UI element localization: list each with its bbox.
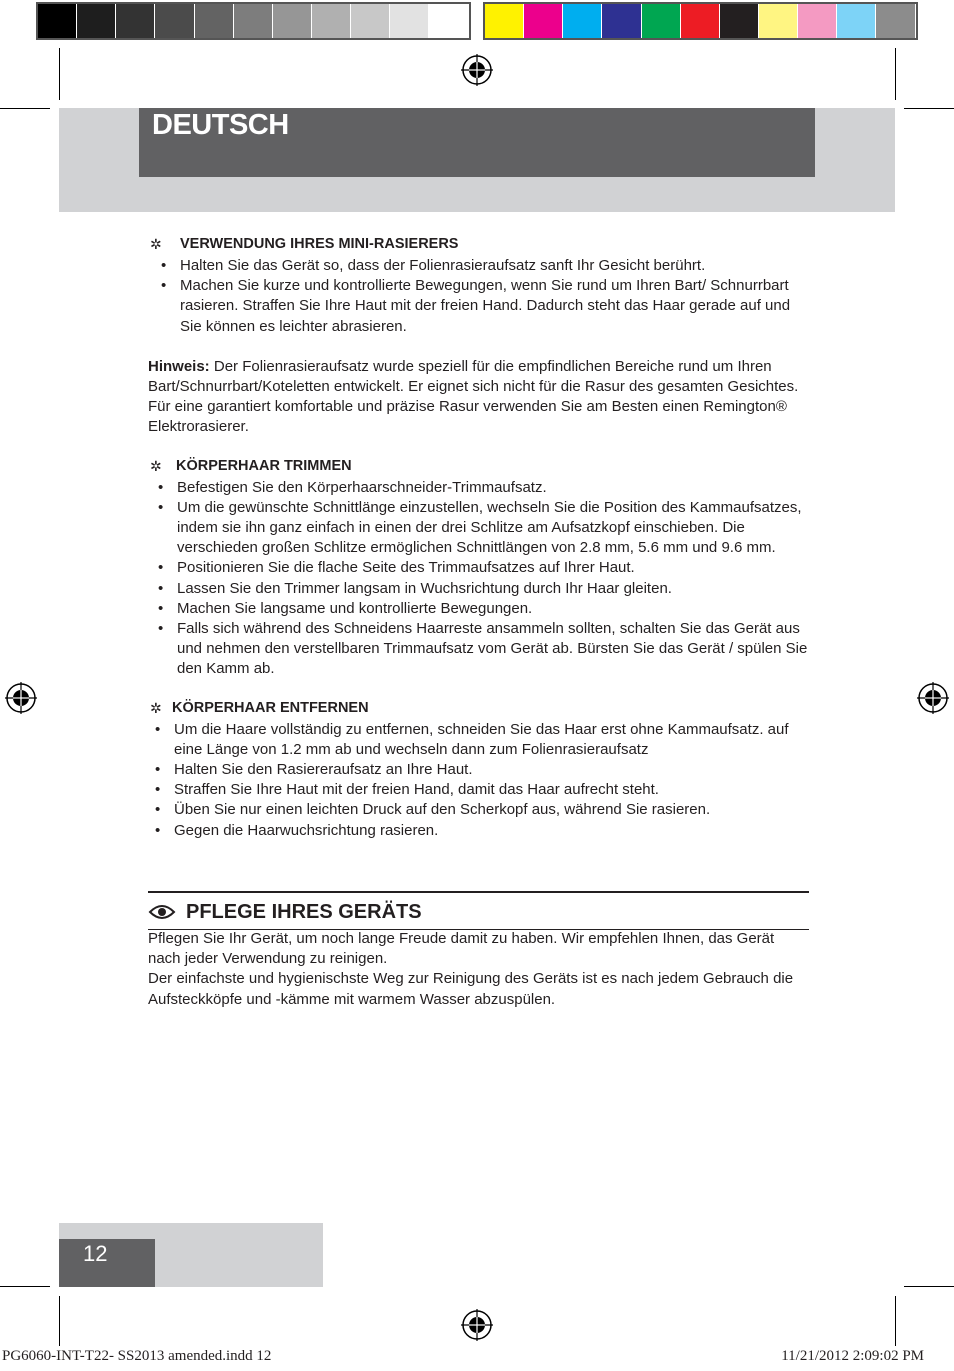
note-paragraph: [148, 357, 810, 438]
swatch: [234, 4, 273, 38]
main-content: [148, 232, 810, 841]
gear-star-icon: ✲: [150, 699, 162, 716]
swatch: [273, 4, 312, 38]
section-heading-text: KÖRPERHAAR TRIMMEN: [176, 457, 352, 474]
swatch: [312, 4, 351, 38]
crop-mark: [0, 1286, 50, 1287]
section-heading-text: VERWENDUNG IHRES MINI-RASIERERS: [180, 236, 459, 252]
section-rule: [148, 891, 809, 893]
swatch: [563, 4, 602, 38]
crop-mark: [904, 1286, 954, 1287]
language-title-box: [139, 108, 815, 177]
swatch: [876, 4, 916, 38]
slug-filename: PG6060-INT-T22- SS2013 amended.indd 12: [2, 1348, 272, 1364]
swatch: [485, 4, 524, 38]
care-heading: [148, 897, 422, 927]
mini-list: [180, 256, 810, 337]
swatch: [602, 4, 641, 38]
list-item: • Lassen Sie den Trimmer langsam in Wuchsrichtung durch Ihr Haar gleiten.: [177, 579, 810, 599]
list-item: • Halten Sie den Rasiereraufsatz an Ihre Haut.: [174, 760, 810, 780]
page-number-box: [59, 1239, 155, 1287]
list-item: • Machen Sie langsame und kontrollierte Bewegungen.: [177, 599, 810, 619]
list-item: • Falls sich während des Schneidens Haarreste ansammeln sollten, schalten Sie das Gerät aus und nehmen den verstellbaren Trimmaufsatz vom Gerät ab. Bürsten Sie das Gerät / spülen Sie den Kamm ab.: [177, 619, 810, 680]
swatch: [195, 4, 234, 38]
crop-mark: [895, 48, 896, 100]
note-text: Der Folienrasieraufsatz wurde speziell für die empfindlichen Bereiche rund um Ihren Bart/Schnurrbart/Koteletten entwickelt. Er eignet sich nicht für die Rasur des gesamten Gesichtes. Für eine garantiert komfortable und präzise Rasur verwenden Sie am Besten einen Remington® Elektrorasierer.: [148, 357, 799, 436]
gear-star-icon: ✲: [150, 457, 162, 474]
crop-mark: [0, 108, 50, 109]
list-item: • Üben Sie nur einen leichten Druck auf den Scherkopf aus, während Sie rasieren.: [174, 800, 810, 820]
list-item: • Straffen Sie Ihre Haut mit der freien Hand, damit das Haar aufrecht steht.: [174, 780, 810, 800]
swatch: [77, 4, 116, 38]
gear-star-icon: ✲: [150, 236, 162, 252]
swatch: [798, 4, 837, 38]
care-paragraph: Der einfachste und hygienischste Weg zur Reinigung des Geräts ist es nach jedem Gebrauch die Aufsteckköpfe und -kämme mit warmem Wasser abzuspülen.: [148, 970, 794, 1008]
list-item: • Gegen die Haarwuchsrichtung rasieren.: [174, 821, 810, 841]
registration-mark-icon: [917, 682, 949, 714]
list-item: • Um die gewünschte Schnittlänge einzustellen, wechseln Sie die Position des Kammaufsatzes, indem sie ihn ganz einfach in einen der drei Schlitze am Aufsatzkopf einschieben. Die verschieden großen Schlitze ermöglichen Schnittlängen von 2.8 mm, 5.6 mm und 9.6 mm.: [177, 498, 810, 559]
registration-mark-icon: [5, 682, 37, 714]
swatch: [642, 4, 681, 38]
color-swatch-bar: [483, 2, 918, 40]
swatch: [681, 4, 720, 38]
crop-mark: [895, 1296, 896, 1346]
care-heading-text: PFLEGE IHRES GERÄTS: [186, 901, 422, 923]
swatch: [759, 4, 798, 38]
list-item: • Halten Sie das Gerät so, dass der Folienrasieraufsatz sanft Ihr Gesicht berührt.: [180, 256, 810, 276]
swatch: [351, 4, 390, 38]
section-heading-text: KÖRPERHAAR ENTFERNEN: [172, 699, 369, 716]
section-heading-remove: [148, 696, 810, 720]
list-item: • Befestigen Sie den Körperhaarschneider-Trimmaufsatz.: [177, 478, 810, 498]
registration-mark-icon: [461, 1309, 493, 1341]
swatch: [429, 4, 469, 38]
remove-list: [174, 720, 810, 841]
slug-timestamp: 11/21/2012 2:09:02 PM: [781, 1348, 924, 1364]
swatch: [38, 4, 77, 38]
swatch: [116, 4, 155, 38]
section-heading-mini: [148, 232, 810, 256]
section-heading-trim: [148, 454, 810, 478]
list-item: • Positionieren Sie die flache Seite des Trimmaufsatzes auf Ihrer Haut.: [177, 558, 810, 578]
eye-icon: [148, 903, 176, 921]
swatch: [837, 4, 876, 38]
crop-mark: [904, 108, 954, 109]
care-paragraph: Pflegen Sie Ihr Gerät, um noch lange Freude damit zu haben. Wir empfehlen Ihnen, das Gerät nach jeder Verwendung zu reinigen.: [148, 930, 775, 968]
care-body: [148, 929, 810, 1010]
crop-mark: [59, 48, 60, 100]
crop-mark: [59, 1296, 60, 1346]
list-item: • Um die Haare vollständig zu entfernen, schneiden Sie das Haar erst ohne Kammaufsatz. auf eine Länge von 1.2 mm ab und wechseln dann zum Folienrasieraufsatz: [174, 720, 810, 760]
note-label: Hinweis:: [148, 357, 210, 375]
gray-swatch-bar: [36, 2, 471, 40]
swatch: [524, 4, 563, 38]
swatch: [720, 4, 759, 38]
language-title: DEUTSCH: [152, 109, 289, 141]
registration-mark-icon: [461, 54, 493, 86]
swatch: [390, 4, 429, 38]
page-number: 12: [83, 1241, 108, 1266]
trim-list: [177, 478, 810, 680]
swatch: [155, 4, 194, 38]
list-item: • Machen Sie kurze und kontrollierte Bewegungen, wenn Sie rund um Ihren Bart/ Schnurrbart rasieren. Straffen Sie Ihre Haut mit der freien Hand. Dadurch steht das Haar gerade auf und Sie können es leichter abrasieren.: [180, 276, 810, 337]
